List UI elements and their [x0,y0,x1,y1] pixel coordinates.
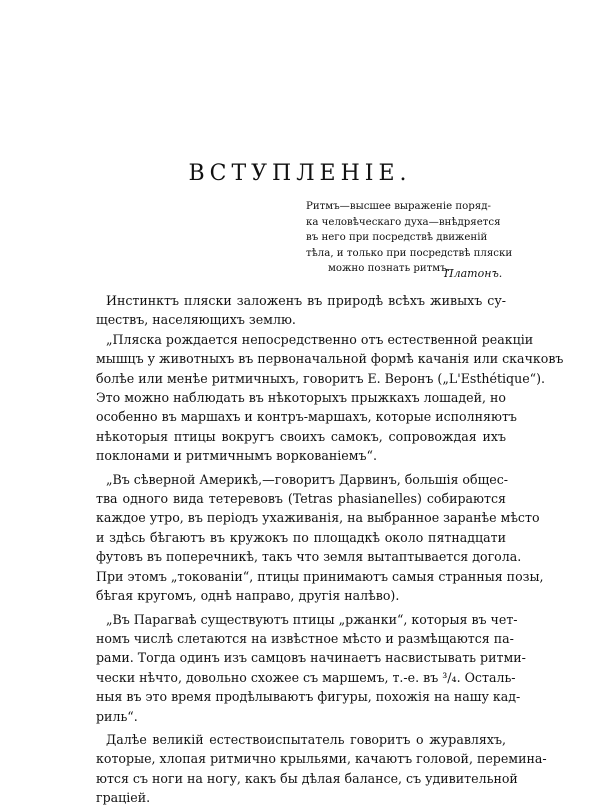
paragraph [96,330,564,466]
text-line: ются съ ноги на ногу, какъ бы дѣлая балансе, съ удивительной [96,770,518,786]
text-line: бѣгая кругомъ, однѣ направо, другія налѣво). [96,588,400,604]
text-line: ществъ, населяющихъ землю. [96,312,296,328]
text-line: „Въ Парагваѣ существуютъ птицы „ржанки“, которыя въ чет- [106,611,518,627]
text-line: риль“. [96,708,138,724]
text-line: Далѣе великій естествоиспытатель говоритъ о журавляхъ, [106,731,506,747]
epigraph [306,199,513,280]
text-line: „Пляска рождается непосредственно отъ естественной реакціи [106,331,534,347]
text-line: нѣкоторыя птицы вокругъ своихъ самокъ, сопровождая ихъ [96,428,506,444]
text-line: чески нѣчто, довольно схожее съ маршемъ, т.-е. въ ³/₄. Осталь- [96,669,516,685]
text-line: тва одного вида тетеревовъ (Tetras phasianelles) собираются [96,491,506,507]
epigraph-author: Платонъ. [444,267,503,280]
text-line: каждое утро, въ періодъ ухаживанія, на выбранное заранѣе мѣсто [96,510,540,526]
paragraph [96,470,544,606]
text-line: поклонами и ритмичнымъ воркованіемъ“. [96,448,377,464]
epigraph-line: ка человѣческаго духа—внѣдряется [306,216,501,228]
text-line: болѣе или менѣе ритмичныхъ, говоритъ Е. Веронъ („L'Esthétique“). [96,370,546,386]
text-line: граціей. [96,790,151,806]
text-line: и здѣсь бѣгаютъ въ кружокъ по площадкѣ около пятнадцати [96,529,506,545]
text-line: Инстинктъ пляски заложенъ въ природѣ всѣхъ живыхъ су- [106,293,506,308]
text-line: Это можно наблюдать въ нѣкоторыхъ прыжкахъ лошадей, но [96,390,506,406]
epigraph-line: Ритмъ—высшее выраженіе поряд- [306,201,491,212]
text-line: При этомъ „токованіи“, птицы принимаютъ самыя странныя позы, [96,568,544,584]
paragraph [96,291,506,330]
text-line: футовъ въ поперечникѣ, такъ что земля вытаптывается догола. [96,549,522,565]
body-text [96,291,564,808]
paragraph [96,730,547,808]
epigraph-line: можно познать ритмъ. [328,263,450,274]
text-line: номъ числѣ слетаются на извѣстное мѣсто и размѣщаются па- [96,630,514,646]
text-line: которые, хлопая ритмично крыльями, качаютъ головой, перемина- [96,751,547,767]
text-line: ныя въ это время продѣлываютъ фигуры, похожія на нашу кад- [96,689,521,705]
text-line: особенно въ маршахъ и контръ-маршахъ, которые исполняютъ [96,409,517,425]
text-line: „Въ сѣверной Америкѣ,—говоритъ Дарвинъ, большія общес- [106,471,509,487]
paragraph [96,610,526,726]
epigraph-line: тѣла, и только при посредствѣ пляски [306,247,513,259]
text-line: мышцъ у животныхъ въ первоначальной формѣ качанія или скачковъ [96,351,564,367]
page-title: ВСТУПЛЕНІЕ. [188,161,412,186]
epigraph-line: въ него при посредствѣ движеній [306,232,488,243]
text-line: рами. Тогда одинъ изъ самцовъ начинаетъ насвистывать ритми- [96,650,526,666]
